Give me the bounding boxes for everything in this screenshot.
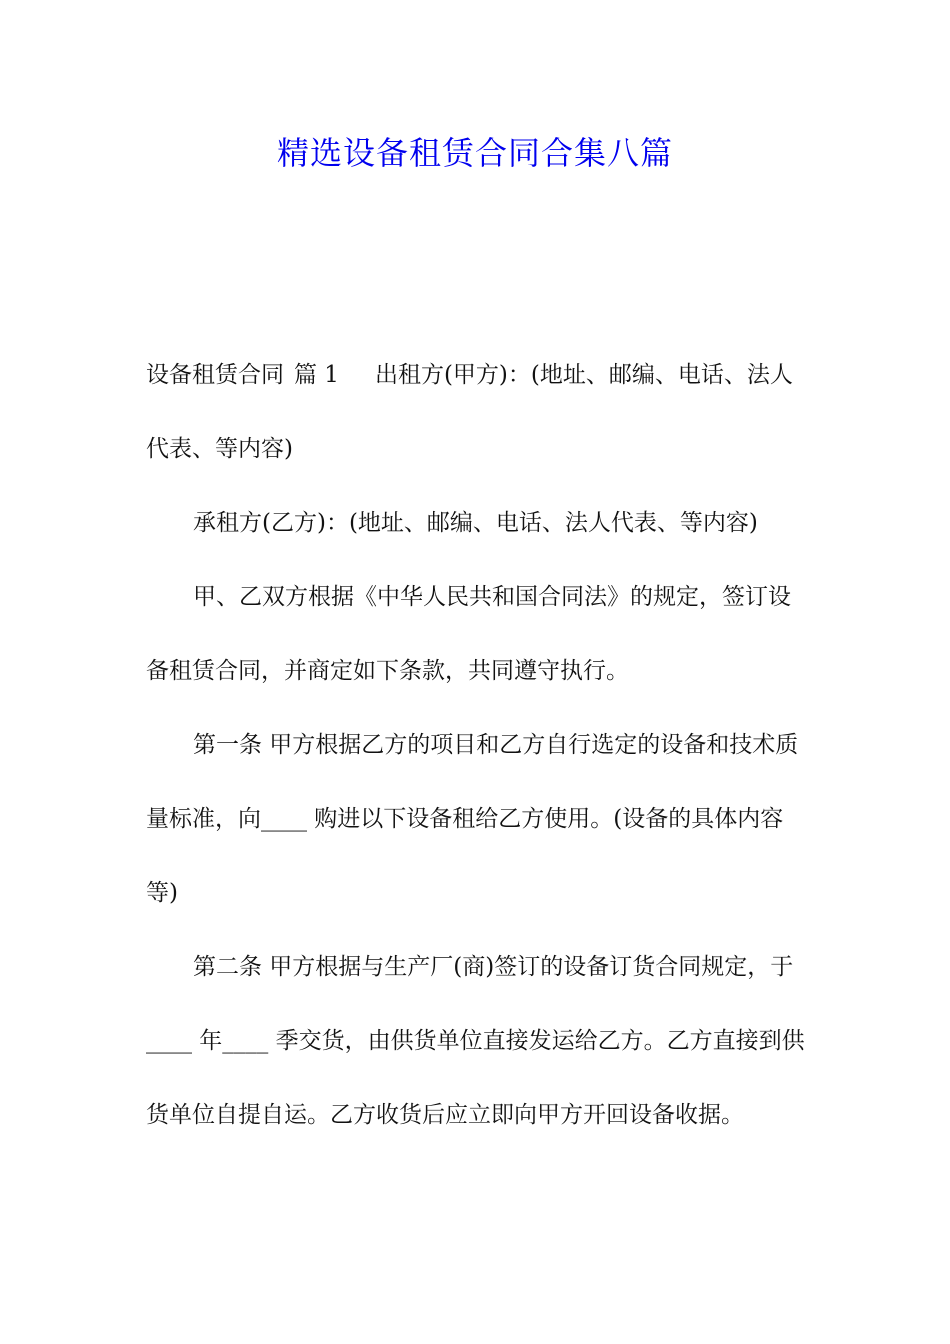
paragraph-article-2: 第二条 甲方根据与生产厂(商)签订的设备订货合同规定，于____ 年____ 季交货，由供货单位直接发运给乙方。乙方直接到供货单位自提自运。乙方收货后应立即向甲方开回设备收据。 — [146, 954, 805, 1128]
contract-heading: 设备租赁合同 — [146, 362, 284, 388]
section-number: 篇 1 — [294, 362, 339, 388]
paragraph-article-1: 第一条 甲方根据乙方的项目和乙方自行选定的设备和技术质量标准，向____ 购进以下设备租给乙方使用。(设备的具体内容等) — [146, 732, 799, 906]
document-title: 精选设备租赁合同合集八篇 — [276, 134, 673, 172]
lessor-text: 出租方(甲方)：(地址、邮编、电话、法人代表、等内容) — [146, 362, 793, 462]
paragraph-lessor — [146, 338, 810, 486]
paragraph-lessee: 承租方(乙方)：(地址、邮编、电话、法人代表、等内容) — [193, 510, 758, 536]
document-body — [146, 338, 810, 1152]
paragraph-preamble: 甲、乙双方根据《中华人民共和国合同法》的规定，签订设备租赁合同，并商定如下条款，共同遵守执行。 — [146, 584, 791, 684]
